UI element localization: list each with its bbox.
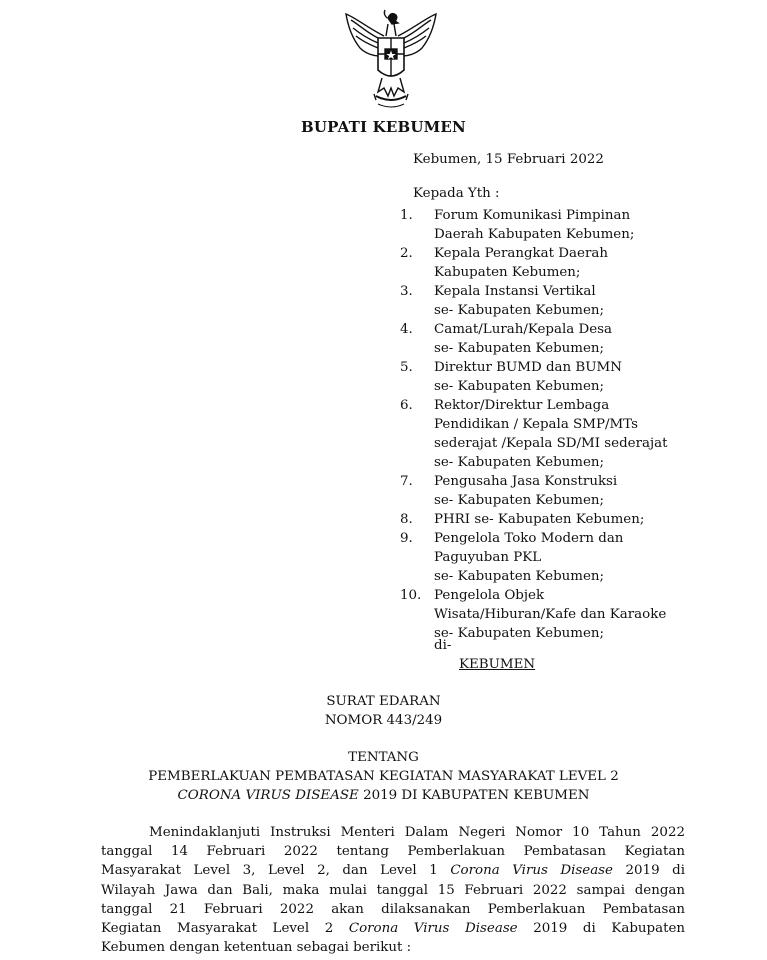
body-italic-span: Corona Virus Disease	[348, 921, 518, 937]
circular-number: NOMOR 443/249	[324, 713, 443, 728]
recipient-item	[400, 206, 760, 244]
body-line: tanggal 14 Februari 2022 tentang Pemberlakuan Pembatasan Kegiatan	[101, 844, 685, 860]
recipient-line: se- Kabupaten Kebumen;	[434, 493, 605, 508]
body-italic-span: Corona Virus Disease	[450, 863, 613, 879]
recipient-line: Daerah Kabupaten Kebumen;	[434, 227, 635, 242]
body-line: Wilayah Jawa dan Bali, maka mulai tanggal 15 Februari 2022 sampai dengan	[101, 882, 685, 898]
recipient-line: Pengelola Objek	[434, 588, 545, 603]
recipient-line: Camat/Lurah/Kepala Desa	[434, 322, 613, 337]
recipient-line: Kepala Instansi Vertikal	[434, 284, 596, 299]
recipient-text	[434, 320, 760, 358]
recipient-number: 10.	[400, 588, 422, 603]
recipient-line: se- Kabupaten Kebumen;	[434, 379, 605, 394]
recipient-line: Rektor/Direktur Lembaga	[434, 398, 610, 413]
circular-type: SURAT EDARAN	[326, 694, 441, 709]
recipient-line: Kepala Perangkat Daerah	[434, 246, 608, 261]
recipient-item	[400, 586, 760, 643]
body-text-span: Kegiatan Masyarakat Level 2	[101, 921, 349, 937]
recipient-text	[434, 282, 760, 320]
recipient-text	[434, 529, 760, 586]
recipient-item	[400, 320, 760, 358]
recipient-line: se- Kabupaten Kebumen;	[434, 569, 605, 584]
subject-rest-text: 2019 DI KABUPATEN KEBUMEN	[358, 788, 590, 803]
recipient-line: sederajat /Kepala SD/MI sederajat	[434, 436, 668, 451]
recipient-line: Pengusaha Jasa Konstruksi	[434, 474, 618, 489]
circular-about: TENTANG	[348, 750, 419, 765]
recipient-item	[400, 244, 760, 282]
recipient-text	[434, 358, 760, 396]
body-text-span: 2019 di	[612, 863, 685, 879]
body-line	[101, 919, 685, 938]
recipient-number: 7.	[400, 474, 413, 489]
recipient-text	[434, 206, 760, 244]
letter-di: di-	[434, 638, 452, 653]
recipient-number: 1.	[400, 208, 413, 223]
recipient-item	[400, 510, 760, 529]
recipient-line: Paguyuban PKL	[434, 550, 542, 565]
recipient-list	[400, 206, 760, 643]
recipient-text	[434, 586, 760, 643]
recipient-item	[400, 396, 760, 472]
letter-date: Kebumen, 15 Februari 2022	[413, 152, 604, 167]
document-header-title: BUPATI KEBUMEN	[301, 118, 466, 136]
recipient-number: 8.	[400, 512, 413, 527]
recipient-text	[434, 510, 760, 529]
recipient-line: se- Kabupaten Kebumen;	[434, 626, 605, 641]
body-line: tanggal 21 Februari 2022 akan dilaksanakan Pemberlakuan Pembatasan	[101, 901, 685, 917]
recipient-text	[434, 472, 760, 510]
recipient-item	[400, 358, 760, 396]
recipient-number: 9.	[400, 531, 413, 546]
recipient-line: se- Kabupaten Kebumen;	[434, 455, 605, 470]
garuda-emblem-icon	[338, 8, 444, 112]
body-line	[101, 861, 685, 880]
recipient-text	[434, 396, 760, 472]
body-text-span: Masyarakat Level 3, Level 2, dan Level 1	[101, 863, 451, 879]
recipient-line: se- Kabupaten Kebumen;	[434, 341, 605, 356]
recipient-line: Kabupaten Kebumen;	[434, 265, 581, 280]
recipient-number: 6.	[400, 398, 413, 413]
circular-subject-line-2	[0, 788, 767, 803]
recipient-line: Forum Komunikasi Pimpinan	[434, 208, 631, 223]
recipient-number: 3.	[400, 284, 413, 299]
recipient-line: Wisata/Hiburan/Kafe dan Karaoke	[434, 607, 667, 622]
body-line: Menindaklanjuti Instruksi Menteri Dalam Negeri Nomor 10 Tahun 2022	[149, 825, 685, 840]
body-line: Kebumen dengan ketentuan sebagai berikut :	[101, 940, 412, 956]
recipient-line: Pendidikan / Kepala SMP/MTs	[434, 417, 639, 432]
body-paragraph	[101, 823, 685, 957]
recipient-number: 4.	[400, 322, 413, 337]
letter-place: KEBUMEN	[459, 657, 536, 672]
recipient-text	[434, 244, 760, 282]
recipient-item	[400, 529, 760, 586]
letter-salutation: Kepada Yth :	[413, 186, 500, 201]
recipient-line: Pengelola Toko Modern dan	[434, 531, 624, 546]
body-text-span: 2019 di Kabupaten	[517, 921, 685, 937]
recipient-line: se- Kabupaten Kebumen;	[434, 303, 605, 318]
subject-italic-text: CORONA VIRUS DISEASE	[177, 788, 359, 803]
recipient-line: Direktur BUMD dan BUMN	[434, 360, 622, 375]
circular-subject-line-1: PEMBERLAKUAN PEMBATASAN KEGIATAN MASYARAKAT LEVEL 2	[148, 769, 619, 784]
recipient-line: PHRI se- Kabupaten Kebumen;	[434, 512, 645, 527]
recipient-item	[400, 282, 760, 320]
recipient-number: 5.	[400, 360, 413, 375]
recipient-item	[400, 472, 760, 510]
recipient-number: 2.	[400, 246, 413, 261]
